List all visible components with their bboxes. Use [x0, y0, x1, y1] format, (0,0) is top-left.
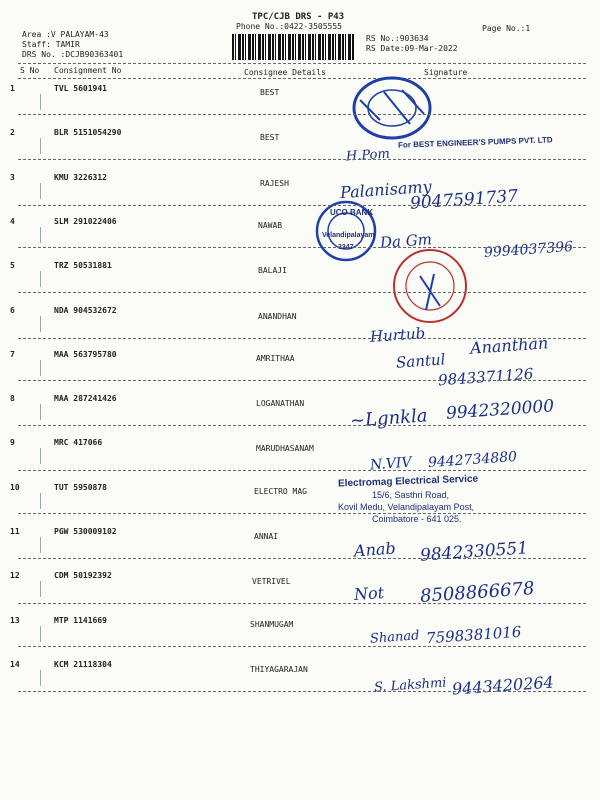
row-sno: 8	[10, 394, 15, 403]
row-consignment-no: SLM 291022406	[54, 217, 117, 226]
margin-tick	[40, 94, 41, 110]
row-sno: 4	[10, 217, 15, 226]
row-sno: 3	[10, 173, 15, 182]
table-row	[0, 173, 600, 188]
row-consignment-no: KCM 21118304	[54, 660, 112, 669]
margin-tick	[40, 227, 41, 243]
electromag-stamp-name: Electromag Electrical Service	[337, 473, 479, 490]
handwritten-phone-row7: 9843371126	[437, 364, 534, 390]
table-row	[0, 217, 600, 230]
row-consignment-no: MRC 417066	[54, 438, 103, 447]
row-divider	[18, 159, 586, 160]
row-consignment-no: PGW 530009102	[54, 527, 117, 536]
row-consignee-name: MARUDHASANAM	[256, 444, 314, 453]
margin-tick	[40, 138, 41, 154]
margin-tick	[40, 537, 41, 553]
margin-tick	[40, 581, 41, 597]
rs-number: RS No.:903634	[366, 34, 429, 43]
row-consignee-name: AMRITHAA	[256, 354, 295, 363]
row-sno: 11	[10, 527, 20, 536]
margin-tick	[40, 271, 41, 287]
row-sno: 7	[10, 350, 15, 359]
row-consignee-name: ANNAI	[254, 532, 279, 541]
electromag-stamp-address-2: Kovil Medu, Velandipalayam Post,	[338, 502, 475, 512]
handwritten-phone-row14: 9443420264	[451, 672, 555, 699]
row-consignee-name: NAWAB	[258, 221, 283, 230]
sheet-title: TPC/CJB DRS - P43	[252, 12, 345, 22]
row-consignment-no: TUT 5950878	[54, 483, 107, 492]
row-divider	[18, 513, 586, 514]
row-consignment-no: MTP 1141669	[54, 616, 107, 625]
best-pumps-stamp-text: For BEST ENGINEER'S PUMPS PVT. LTD	[397, 135, 553, 150]
row-divider	[18, 338, 586, 339]
drs-number: DRS No. :DCJB90363401	[22, 50, 124, 59]
signature-scribble-7: Santul	[395, 350, 446, 372]
row-divider	[18, 247, 586, 248]
row-divider	[18, 603, 586, 604]
row-divider	[18, 558, 586, 559]
handwritten-phone-row4: 9994037396	[483, 238, 574, 262]
rs-date: RS Date:09-Mar-2022	[366, 44, 458, 53]
row-divider	[18, 114, 586, 115]
row-consignment-no: MAA 287241426	[54, 394, 117, 403]
row-consignment-no: NDA 904532672	[54, 306, 117, 315]
row-consignee-name: LOGANATHAN	[256, 399, 305, 408]
margin-tick	[40, 404, 41, 420]
col-consignee: Consignee Details	[244, 68, 326, 77]
row-sno: 12	[10, 571, 20, 580]
margin-tick	[40, 183, 41, 199]
signature-scribble-8: ~Lgnkla	[349, 405, 429, 432]
table-row	[0, 306, 600, 321]
handwritten-phone-row3: 9047591737	[409, 186, 519, 214]
margin-tick	[40, 448, 41, 464]
row-divider	[18, 380, 586, 381]
best-pumps-round-stamp	[340, 70, 448, 148]
signature-scribble-6: Hurtub	[369, 324, 426, 346]
handwritten-phone-row8: 9942320000	[445, 396, 555, 424]
header-divider	[18, 63, 586, 64]
page-number: Page No.:1	[482, 24, 531, 33]
handwritten-phone-row13: 7598381016	[425, 622, 522, 648]
row-divider	[18, 205, 586, 206]
table-row	[0, 261, 600, 275]
margin-tick	[40, 493, 41, 509]
row-consignment-no: TVL 5601941	[54, 84, 107, 93]
row-consignment-no: KMU 3226312	[54, 173, 107, 182]
row-divider	[18, 425, 586, 426]
margin-tick	[40, 360, 41, 376]
row-consignee-name: SHANMUGAM	[250, 620, 294, 629]
staff-label: Staff: TAMIR	[22, 40, 80, 49]
row-divider	[18, 470, 586, 471]
row-divider	[18, 292, 586, 293]
table-row	[0, 660, 600, 674]
area-label: Area :V PALAYAM-43	[22, 30, 109, 39]
uco-bank-branch: Velandipalayam	[322, 232, 375, 239]
row-consignment-no: MAA 563795780	[54, 350, 117, 359]
handwritten-name-row6: Ananthan	[469, 333, 549, 358]
row-consignment-no: BLR 5151054290	[54, 128, 122, 137]
row-consignee-name: RAJESH	[260, 179, 289, 188]
col-consignment: Consignment No	[54, 66, 122, 75]
row-consignee-name: BEST	[260, 88, 280, 97]
uco-bank-name: UCO BANK	[330, 208, 374, 217]
row-divider	[18, 646, 586, 647]
margin-tick	[40, 670, 41, 686]
signature-scribble-10: N.VIV	[369, 454, 413, 474]
row-sno: 5	[10, 261, 15, 270]
handwritten-name-row3: Palanisamy	[339, 176, 433, 203]
row-consignee-name: ANANDHAN	[258, 312, 297, 321]
row-consignment-no: TRZ 50531881	[54, 261, 112, 270]
row-consignee-name: BALAJI	[258, 266, 287, 275]
handwritten-phone-row10: 9442734880	[427, 448, 518, 472]
row-sno: 1	[10, 84, 15, 93]
row-sno: 6	[10, 306, 15, 315]
signature-scribble-11: Anab	[353, 538, 397, 561]
row-sno: 14	[10, 660, 20, 669]
table-row	[0, 84, 600, 97]
handwritten-name-row13: Shanad	[369, 628, 420, 647]
row-consignee-name: VETRIVEL	[252, 577, 291, 586]
row-sno: 2	[10, 128, 15, 137]
barcode	[232, 34, 354, 60]
red-round-stamp	[390, 246, 470, 326]
row-consignee-name: THIYAGARAJAN	[250, 665, 308, 674]
margin-tick	[40, 626, 41, 642]
margin-tick	[40, 316, 41, 332]
table-row	[0, 438, 600, 453]
table-row	[0, 527, 600, 541]
electromag-stamp-address-1: 15/6, Sasthri Road,	[372, 490, 450, 500]
row-sno: 10	[10, 483, 20, 492]
signature-scribble-12: Not	[353, 582, 385, 605]
handwritten-phone-row11: 9842330551	[419, 538, 529, 566]
row-sno: 13	[10, 616, 20, 625]
row-consignment-no: CDM 50192392	[54, 571, 112, 580]
signature-scribble-4: Da Gm	[379, 230, 433, 252]
col-signature: Signature	[424, 68, 468, 77]
col-sno: S No	[20, 66, 40, 75]
column-divider	[18, 78, 586, 79]
row-divider	[18, 691, 586, 692]
handwritten-name-row14: S. Lakshmi	[373, 675, 447, 696]
row-sno: 9	[10, 438, 15, 447]
phone-number: Phone No.:0422-3505555	[236, 22, 342, 31]
row-consignee-name: ELECTRO MAG	[254, 487, 307, 496]
signature-scribble-1: H.Pom	[345, 146, 391, 165]
electromag-stamp-address-3: Coimbatore - 641 025.	[372, 514, 462, 524]
uco-bank-code: 3347	[338, 244, 354, 251]
handwritten-phone-row12: 8508866678	[419, 578, 536, 607]
row-consignee-name: BEST	[260, 133, 280, 142]
